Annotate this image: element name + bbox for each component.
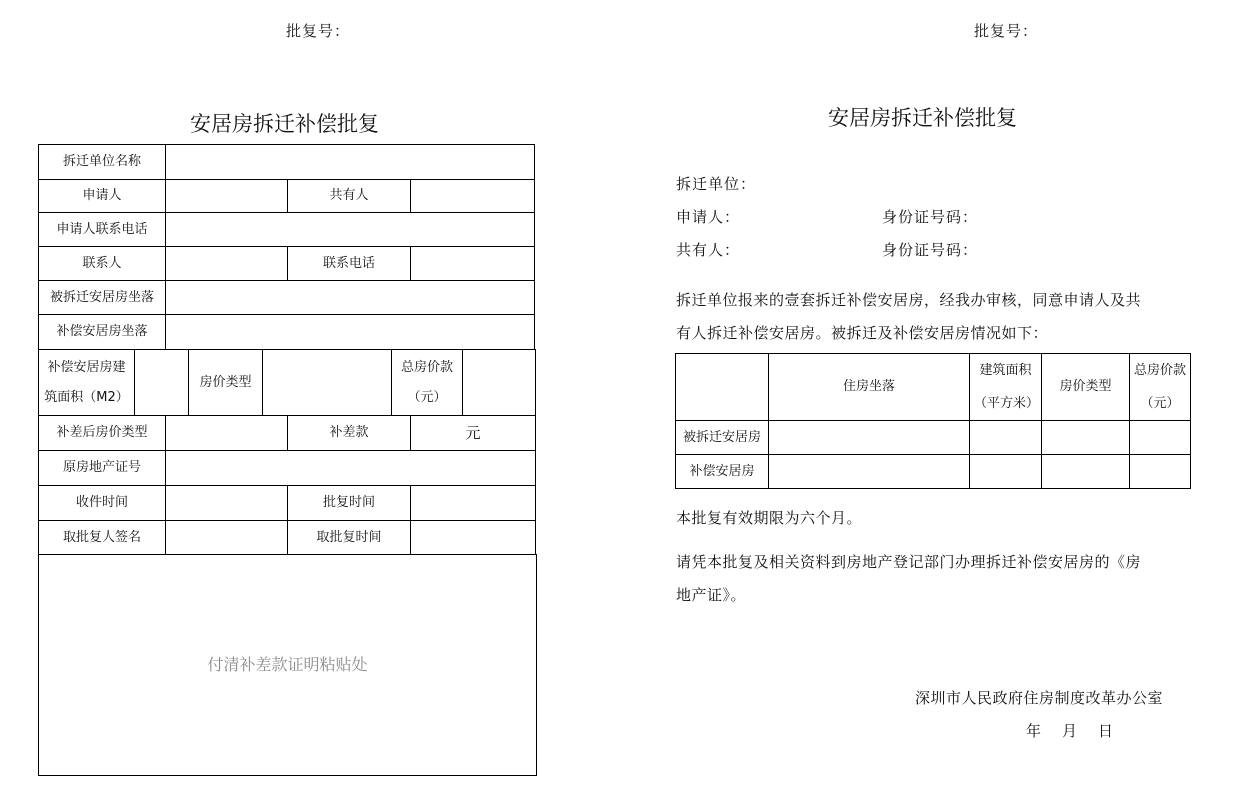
validity-statement: 本批复有效期限为六个月。	[676, 509, 863, 527]
applicant-label: 申请人：	[676, 208, 741, 226]
field-original-certificate-no[interactable]	[165, 450, 536, 486]
label-receipt-time: 收件时间	[38, 485, 166, 521]
label-diff-payment: 补差款	[287, 415, 411, 451]
header-total-price: 总房价款（元）	[1129, 353, 1191, 421]
label-contact-person: 联系人	[38, 246, 166, 281]
approval-number-label: 批复号：	[974, 22, 1039, 40]
field-compensation-house-location[interactable]	[165, 314, 535, 350]
demolition-unit-label: 拆迁单位：	[676, 175, 757, 193]
field-co-owner[interactable]	[410, 179, 535, 213]
instruction-line-2: 地产证》。	[676, 586, 747, 604]
co-owner-label: 共有人：	[676, 241, 741, 259]
field-diff-payment-yuan[interactable]: 元	[410, 415, 536, 451]
header-price-type: 房价类型	[1041, 353, 1130, 421]
payment-proof-paste-area: 付清补差款证明粘贴处	[38, 554, 537, 776]
label-co-owner: 共有人	[287, 179, 411, 213]
label-post-diff-price-type: 补差后房价类型	[38, 415, 166, 451]
field-demolition-unit-name[interactable]	[165, 144, 535, 180]
field-contact-phone[interactable]	[410, 246, 535, 281]
field-pickup-time[interactable]	[410, 520, 536, 555]
approval-number-label: 批复号：	[286, 22, 351, 40]
field-pickup-signature[interactable]	[165, 520, 288, 555]
cell-compensation-price-type[interactable]	[1041, 454, 1130, 489]
header-building-area: 建筑面积（平方米）	[969, 353, 1042, 421]
row-compensation-house: 补偿安居房	[675, 454, 769, 489]
document-title: 安居房拆迁补偿批复	[828, 106, 1017, 130]
form-title: 安居房拆迁补偿批复	[190, 112, 379, 136]
label-demolished-house-location: 被拆迁安居房坐落	[38, 280, 166, 315]
label-building-area: 补偿安居房建筑面积（M2）	[38, 349, 135, 416]
cell-compensation-total-price[interactable]	[1129, 454, 1191, 489]
label-price-type: 房价类型	[188, 349, 263, 416]
label-compensation-house-location: 补偿安居房坐落	[38, 314, 166, 350]
field-applicant[interactable]	[165, 179, 288, 213]
instruction-line-1: 请凭本批复及相关资料到房地产登记部门办理拆迁补偿安居房的《房	[676, 553, 1142, 571]
issuing-office: 深圳市人民政府住房制度改革办公室	[915, 689, 1164, 707]
label-applicant-phone: 申请人联系电话	[38, 212, 166, 247]
field-receipt-time[interactable]	[165, 485, 288, 521]
label-original-certificate-no: 原房地产证号	[38, 450, 166, 486]
label-applicant: 申请人	[38, 179, 166, 213]
field-total-price[interactable]	[462, 349, 536, 416]
label-pickup-signature: 取批复人签名	[38, 520, 166, 555]
label-demolition-unit-name: 拆迁单位名称	[38, 144, 166, 180]
label-approval-time: 批复时间	[287, 485, 411, 521]
header-house-location: 住房坐落	[768, 353, 970, 421]
field-demolished-house-location[interactable]	[165, 280, 535, 315]
field-approval-time[interactable]	[410, 485, 536, 521]
row-demolished-house: 被拆迁安居房	[675, 420, 769, 455]
cell-compensation-location[interactable]	[768, 454, 970, 489]
applicant-id-label: 身份证号码：	[882, 208, 979, 226]
field-post-diff-price-type[interactable]	[165, 415, 288, 451]
label-total-price: 总房价款（元）	[391, 349, 463, 416]
field-building-area[interactable]	[134, 349, 189, 416]
cell-demolished-total-price[interactable]	[1129, 420, 1191, 455]
cell-demolished-area[interactable]	[969, 420, 1042, 455]
approval-paragraph-line-1: 拆迁单位报来的壹套拆迁补偿安居房，经我办审核，同意申请人及共	[676, 291, 1142, 309]
cell-demolished-location[interactable]	[768, 420, 970, 455]
date-line: 年 月 日	[1026, 722, 1117, 740]
label-contact-phone: 联系电话	[287, 246, 411, 281]
field-contact-person[interactable]	[165, 246, 288, 281]
label-pickup-time: 取批复时间	[287, 520, 411, 555]
field-applicant-phone[interactable]	[165, 212, 535, 247]
cell-demolished-price-type[interactable]	[1041, 420, 1130, 455]
field-price-type[interactable]	[262, 349, 392, 416]
table-corner-cell	[675, 353, 769, 421]
approval-paragraph-line-2: 有人拆迁补偿安居房。被拆迁及补偿安居房情况如下：	[676, 324, 1049, 342]
cell-compensation-area[interactable]	[969, 454, 1042, 489]
co-owner-id-label: 身份证号码：	[882, 241, 979, 259]
